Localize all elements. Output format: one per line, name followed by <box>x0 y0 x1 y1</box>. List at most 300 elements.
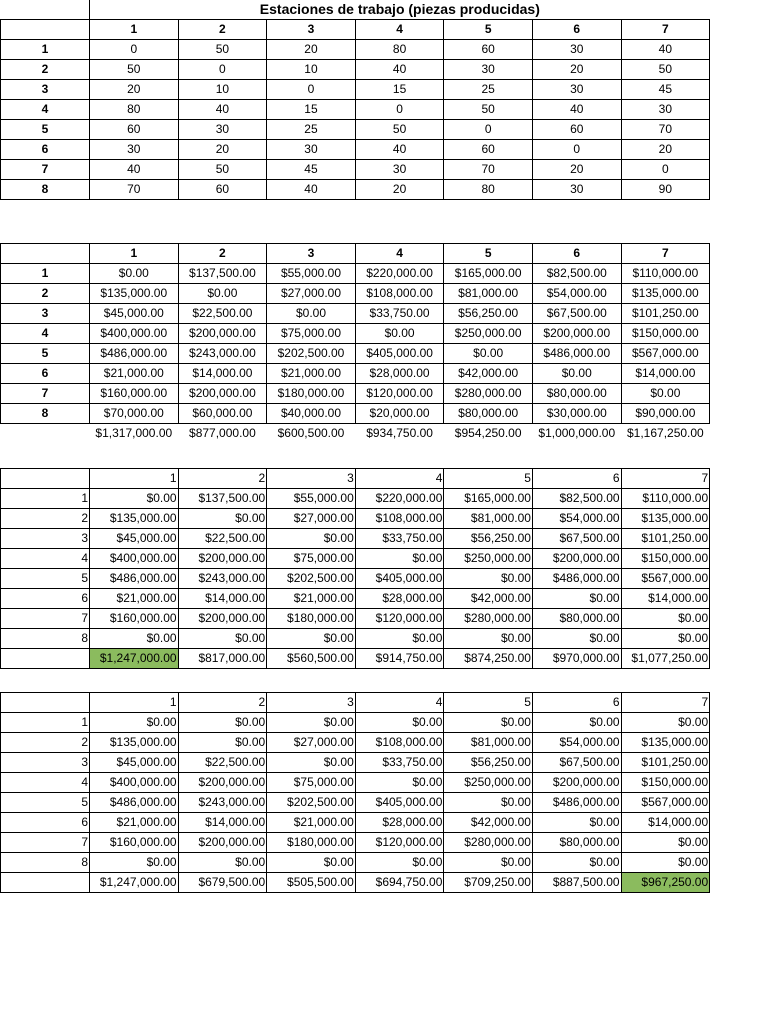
cell: $180,000.00 <box>267 833 356 853</box>
cell: $22,500.00 <box>178 304 267 324</box>
row-header: 2 <box>1 284 90 304</box>
cell: 0 <box>267 80 356 100</box>
row-header: 8 <box>1 404 90 424</box>
production-table <box>0 0 710 200</box>
cell: 60 <box>90 120 179 140</box>
column-header: 5 <box>444 693 533 713</box>
cell: $150,000.00 <box>621 324 710 344</box>
cell: $0.00 <box>267 713 356 733</box>
cell: $54,000.00 <box>532 733 621 753</box>
column-header: 5 <box>444 244 533 264</box>
cell: 90 <box>621 180 710 200</box>
row-header: 4 <box>1 773 90 793</box>
table-title: Estaciones de trabajo (piezas producidas) <box>90 0 710 20</box>
cell: $0.00 <box>355 629 444 649</box>
cell: 30 <box>178 120 267 140</box>
row-header: 6 <box>1 813 90 833</box>
cell: $0.00 <box>90 264 179 284</box>
cell: $200,000.00 <box>178 549 267 569</box>
cell: $486,000.00 <box>532 344 621 364</box>
cell: $42,000.00 <box>444 813 533 833</box>
cell: $70,000.00 <box>90 404 179 424</box>
total-cell: $1,247,000.00 <box>90 873 179 893</box>
cell: $0.00 <box>355 713 444 733</box>
total-cell: $1,077,250.00 <box>621 649 710 669</box>
cell: $0.00 <box>355 324 444 344</box>
cell: 30 <box>532 40 621 60</box>
row-header: 4 <box>1 549 90 569</box>
cell: 20 <box>267 40 356 60</box>
cell: 60 <box>444 140 533 160</box>
cell: $0.00 <box>621 853 710 873</box>
column-header: 7 <box>621 244 710 264</box>
total-cell: $1,167,250.00 <box>626 426 704 440</box>
table-row <box>1 40 710 60</box>
cell: $27,000.00 <box>267 509 356 529</box>
column-header: 1 <box>90 469 179 489</box>
total-cell: $1,000,000.00 <box>538 426 616 440</box>
cell: 60 <box>532 120 621 140</box>
total-cell: $679,500.00 <box>178 873 267 893</box>
row-header: 4 <box>1 100 90 120</box>
cell: $56,250.00 <box>444 304 533 324</box>
table-row <box>1 489 710 509</box>
cell: $80,000.00 <box>532 609 621 629</box>
cell: $280,000.00 <box>444 609 533 629</box>
cell: $200,000.00 <box>178 773 267 793</box>
cell: 0 <box>178 60 267 80</box>
total-cell: $874,250.00 <box>444 649 533 669</box>
cell: $14,000.00 <box>621 813 710 833</box>
cell: $55,000.00 <box>267 489 356 509</box>
column-header: 7 <box>621 20 710 40</box>
column-header: 3 <box>267 244 356 264</box>
cell: $486,000.00 <box>90 344 179 364</box>
total-cell: $954,250.00 <box>454 426 522 440</box>
header-row <box>1 244 710 264</box>
cell: $0.00 <box>621 833 710 853</box>
column-header: 2 <box>178 693 267 713</box>
cell: $243,000.00 <box>178 344 267 364</box>
cell: $0.00 <box>355 549 444 569</box>
table-row <box>1 569 710 589</box>
cell: $108,000.00 <box>355 733 444 753</box>
row-header: 6 <box>1 589 90 609</box>
cell: 50 <box>178 40 267 60</box>
total-cell: $970,000.00 <box>532 649 621 669</box>
table-row <box>1 180 710 200</box>
total-cell: $887,500.00 <box>532 873 621 893</box>
column-header: 4 <box>355 244 444 264</box>
cell: $67,500.00 <box>532 753 621 773</box>
table-row <box>1 384 710 404</box>
column-header: 2 <box>178 244 267 264</box>
cell: 40 <box>621 40 710 60</box>
cell: $202,500.00 <box>267 569 356 589</box>
cell: $33,750.00 <box>355 529 444 549</box>
column-header: 2 <box>178 20 267 40</box>
cell: 50 <box>355 120 444 140</box>
table-row <box>1 529 710 549</box>
cell: $0.00 <box>621 629 710 649</box>
cell: 40 <box>267 180 356 200</box>
cell: $120,000.00 <box>355 384 444 404</box>
row-header: 8 <box>1 853 90 873</box>
cell: $0.00 <box>178 853 267 873</box>
cell: 30 <box>444 60 533 80</box>
cell: 60 <box>178 180 267 200</box>
row-header: 4 <box>1 324 90 344</box>
cell: $108,000.00 <box>355 509 444 529</box>
column-header: 4 <box>355 20 444 40</box>
cell: 40 <box>355 140 444 160</box>
cell: $220,000.00 <box>355 264 444 284</box>
cell: $67,500.00 <box>532 529 621 549</box>
cell: $0.00 <box>355 773 444 793</box>
cell: $243,000.00 <box>178 793 267 813</box>
cell: 30 <box>355 160 444 180</box>
row-header: 5 <box>1 344 90 364</box>
cell: $120,000.00 <box>355 609 444 629</box>
row-header: 1 <box>1 489 90 509</box>
cell: 0 <box>90 40 179 60</box>
table-row <box>1 140 710 160</box>
cell: 80 <box>90 100 179 120</box>
cell: $220,000.00 <box>355 489 444 509</box>
cell: $81,000.00 <box>444 733 533 753</box>
table-row <box>1 813 710 833</box>
cell: $80,000.00 <box>444 404 533 424</box>
table-row <box>1 160 710 180</box>
table-row <box>1 324 710 344</box>
cell: $180,000.00 <box>267 609 356 629</box>
cell: $137,500.00 <box>178 264 267 284</box>
cell: $0.00 <box>90 853 179 873</box>
cell: 80 <box>444 180 533 200</box>
cell: $110,000.00 <box>621 264 710 284</box>
row-header: 7 <box>1 833 90 853</box>
cell: $486,000.00 <box>90 793 179 813</box>
cell: $0.00 <box>532 589 621 609</box>
row-header: 1 <box>1 713 90 733</box>
totals-row <box>1 424 710 444</box>
total-cell: $709,250.00 <box>444 873 533 893</box>
cell: 20 <box>621 140 710 160</box>
cell: 80 <box>355 40 444 60</box>
column-header: 4 <box>355 469 444 489</box>
total-cell: $600,500.00 <box>277 426 345 440</box>
row-header: 7 <box>1 384 90 404</box>
cell: $21,000.00 <box>267 364 356 384</box>
cell: $0.00 <box>267 753 356 773</box>
cell: $33,750.00 <box>355 753 444 773</box>
column-header: 1 <box>90 20 179 40</box>
cell: 30 <box>90 140 179 160</box>
cell: $405,000.00 <box>355 569 444 589</box>
cell: 20 <box>355 180 444 200</box>
row-header: 3 <box>1 304 90 324</box>
cell: $42,000.00 <box>444 589 533 609</box>
table-row <box>1 853 710 873</box>
cell: $0.00 <box>532 813 621 833</box>
cell: $56,250.00 <box>444 753 533 773</box>
table-row <box>1 793 710 813</box>
cell: $0.00 <box>178 509 267 529</box>
row-header: 3 <box>1 753 90 773</box>
cell: $250,000.00 <box>444 549 533 569</box>
totals-row <box>1 873 710 893</box>
cell: $0.00 <box>267 629 356 649</box>
cell: $75,000.00 <box>267 549 356 569</box>
total-cell-highlighted: $1,247,000.00 <box>90 649 179 669</box>
cell: $250,000.00 <box>444 324 533 344</box>
table-row <box>1 753 710 773</box>
total-cell: $817,000.00 <box>178 649 267 669</box>
cell: $0.00 <box>178 629 267 649</box>
cell: 70 <box>90 180 179 200</box>
cell: 10 <box>178 80 267 100</box>
cell: $67,500.00 <box>532 304 621 324</box>
cell: $22,500.00 <box>178 753 267 773</box>
cell: 40 <box>355 60 444 80</box>
cell: $486,000.00 <box>532 569 621 589</box>
cell: $56,250.00 <box>444 529 533 549</box>
cell: $14,000.00 <box>178 813 267 833</box>
cell: $160,000.00 <box>90 384 179 404</box>
cell: $14,000.00 <box>621 589 710 609</box>
cell: $21,000.00 <box>90 589 179 609</box>
total-cell: $934,750.00 <box>366 426 433 440</box>
cell: $200,000.00 <box>532 549 621 569</box>
table-row <box>1 733 710 753</box>
cell: $135,000.00 <box>90 509 179 529</box>
column-header: 2 <box>178 469 267 489</box>
table-row <box>1 549 710 569</box>
cost-table-adjusted <box>0 468 710 669</box>
table-row <box>1 589 710 609</box>
cell: 50 <box>444 100 533 120</box>
total-cell: $505,500.00 <box>267 873 356 893</box>
cell: $200,000.00 <box>532 324 621 344</box>
cell: 20 <box>178 140 267 160</box>
cell: $75,000.00 <box>267 773 356 793</box>
cell: 25 <box>267 120 356 140</box>
table-row <box>1 773 710 793</box>
cell: $14,000.00 <box>178 589 267 609</box>
row-header: 5 <box>1 120 90 140</box>
column-header: 3 <box>267 469 356 489</box>
table-row <box>1 344 710 364</box>
total-cell: $914,750.00 <box>355 649 444 669</box>
cell: $27,000.00 <box>267 284 356 304</box>
cell: $137,500.00 <box>178 489 267 509</box>
cell: $120,000.00 <box>355 833 444 853</box>
table-row <box>1 120 710 140</box>
cell: $400,000.00 <box>90 324 179 344</box>
cell: $28,000.00 <box>355 813 444 833</box>
cell: $165,000.00 <box>444 264 533 284</box>
cell: $22,500.00 <box>178 529 267 549</box>
table-row <box>1 713 710 733</box>
cell: $0.00 <box>444 629 533 649</box>
table-row <box>1 304 710 324</box>
column-header: 6 <box>532 20 621 40</box>
cell: $165,000.00 <box>444 489 533 509</box>
column-header: 4 <box>355 693 444 713</box>
cell: $405,000.00 <box>355 344 444 364</box>
cell: $243,000.00 <box>178 569 267 589</box>
cell: $0.00 <box>355 853 444 873</box>
cell: $45,000.00 <box>90 753 179 773</box>
cell: $110,000.00 <box>621 489 710 509</box>
cell: $200,000.00 <box>178 833 267 853</box>
cell: $0.00 <box>178 733 267 753</box>
cell: $0.00 <box>532 364 621 384</box>
cell: $45,000.00 <box>90 304 179 324</box>
header-row <box>1 20 710 40</box>
cell: $82,500.00 <box>532 489 621 509</box>
cell: $33,750.00 <box>355 304 444 324</box>
cell: $486,000.00 <box>90 569 179 589</box>
cell: 0 <box>621 160 710 180</box>
cell: 20 <box>90 80 179 100</box>
cell: $160,000.00 <box>90 609 179 629</box>
header-row <box>1 693 710 713</box>
cell: $21,000.00 <box>90 364 179 384</box>
header-row <box>1 469 710 489</box>
cell: 20 <box>532 60 621 80</box>
row-header: 5 <box>1 793 90 813</box>
column-header: 5 <box>444 469 533 489</box>
row-header: 1 <box>1 264 90 284</box>
cell: $0.00 <box>621 713 710 733</box>
cell: $21,000.00 <box>90 813 179 833</box>
total-cell: $1,317,000.00 <box>95 426 173 440</box>
row-header: 2 <box>1 509 90 529</box>
cell: $40,000.00 <box>267 404 356 424</box>
cell: 0 <box>355 100 444 120</box>
cell: $21,000.00 <box>267 813 356 833</box>
table-row <box>1 100 710 120</box>
cell: $80,000.00 <box>532 384 621 404</box>
row-header: 2 <box>1 733 90 753</box>
cell: $21,000.00 <box>267 589 356 609</box>
cell: 50 <box>90 60 179 80</box>
cell: $250,000.00 <box>444 773 533 793</box>
cell: 15 <box>267 100 356 120</box>
cell: $60,000.00 <box>178 404 267 424</box>
cell: $150,000.00 <box>621 549 710 569</box>
cell: $180,000.00 <box>267 384 356 404</box>
column-header: 3 <box>267 693 356 713</box>
table-row <box>1 609 710 629</box>
cell: $0.00 <box>444 713 533 733</box>
cell: $75,000.00 <box>267 324 356 344</box>
cell: $135,000.00 <box>90 284 179 304</box>
cell: $200,000.00 <box>178 324 267 344</box>
row-header: 7 <box>1 609 90 629</box>
table-row <box>1 364 710 384</box>
column-header: 6 <box>532 693 621 713</box>
row-header: 7 <box>1 160 90 180</box>
cell: $14,000.00 <box>178 364 267 384</box>
cell: $486,000.00 <box>532 793 621 813</box>
column-header: 7 <box>621 469 710 489</box>
cell: $0.00 <box>532 853 621 873</box>
cell: $0.00 <box>444 793 533 813</box>
cell: $135,000.00 <box>621 509 710 529</box>
column-header: 5 <box>444 20 533 40</box>
cell: $160,000.00 <box>90 833 179 853</box>
row-header: 3 <box>1 80 90 100</box>
cell: $101,250.00 <box>621 529 710 549</box>
cell: 60 <box>444 40 533 60</box>
cell: $0.00 <box>444 344 533 364</box>
row-header: 6 <box>1 364 90 384</box>
cell: 30 <box>532 80 621 100</box>
cell: $101,250.00 <box>621 304 710 324</box>
table-row <box>1 629 710 649</box>
row-header: 6 <box>1 140 90 160</box>
cell: $0.00 <box>621 609 710 629</box>
row-header: 1 <box>1 40 90 60</box>
cell: $28,000.00 <box>355 364 444 384</box>
cell: 70 <box>621 120 710 140</box>
cell: $200,000.00 <box>532 773 621 793</box>
cell: $200,000.00 <box>178 609 267 629</box>
cell: $202,500.00 <box>267 344 356 364</box>
cell: $0.00 <box>267 853 356 873</box>
table-row <box>1 404 710 424</box>
cell: $30,000.00 <box>532 404 621 424</box>
column-header: 6 <box>532 244 621 264</box>
row-header: 5 <box>1 569 90 589</box>
cell: $0.00 <box>621 384 710 404</box>
cell: $135,000.00 <box>621 284 710 304</box>
cell: 45 <box>621 80 710 100</box>
cell: 40 <box>178 100 267 120</box>
cell: $0.00 <box>267 304 356 324</box>
cell: 0 <box>532 140 621 160</box>
cell: 30 <box>267 140 356 160</box>
cell: 40 <box>90 160 179 180</box>
cost-table-final <box>0 692 710 893</box>
table-row <box>1 509 710 529</box>
cell: $81,000.00 <box>444 509 533 529</box>
cell: $0.00 <box>532 713 621 733</box>
cell: 30 <box>532 180 621 200</box>
cell: $135,000.00 <box>90 733 179 753</box>
cell: 10 <box>267 60 356 80</box>
column-header: 3 <box>267 20 356 40</box>
cell: $54,000.00 <box>532 284 621 304</box>
cell: $0.00 <box>90 489 179 509</box>
cell: $567,000.00 <box>621 793 710 813</box>
cell: $42,000.00 <box>444 364 533 384</box>
cell: $202,500.00 <box>267 793 356 813</box>
column-header: 7 <box>621 693 710 713</box>
column-header: 6 <box>532 469 621 489</box>
total-cell: $877,000.00 <box>189 426 256 440</box>
cell: $150,000.00 <box>621 773 710 793</box>
cell: $20,000.00 <box>355 404 444 424</box>
cell: 15 <box>355 80 444 100</box>
cell: $0.00 <box>532 629 621 649</box>
row-header: 8 <box>1 180 90 200</box>
cell: $0.00 <box>444 853 533 873</box>
cell: $28,000.00 <box>355 589 444 609</box>
cell: $0.00 <box>90 629 179 649</box>
